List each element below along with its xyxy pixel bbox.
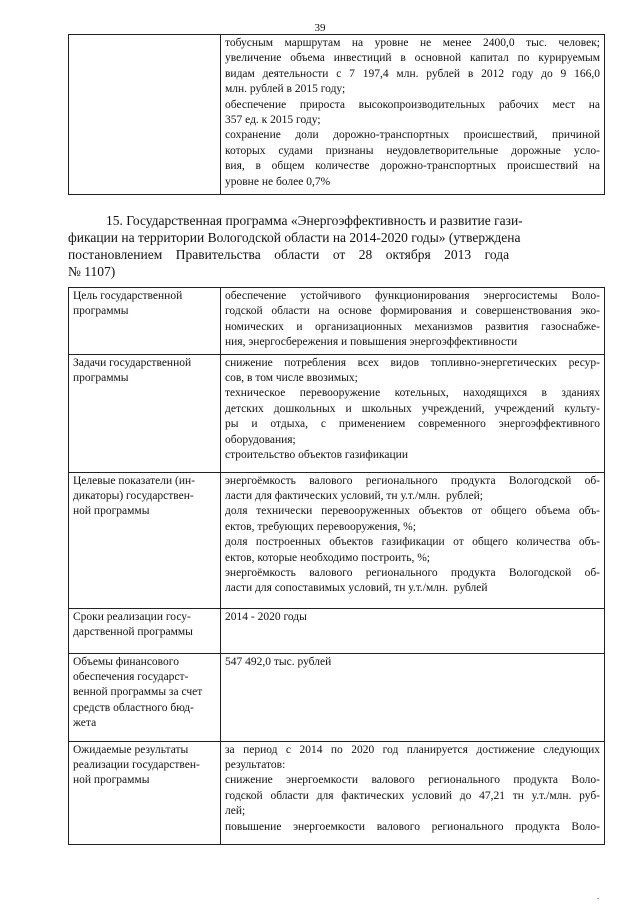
text-line: обеспечение прироста высокопроизводительных рабочих мест на — [225, 98, 600, 111]
label-line: Задачи государственной — [73, 356, 192, 369]
label-line: Целевые показатели (ин- — [73, 474, 196, 487]
text-line: детских дошкольных и школьных учреждений, учреждений культу- — [225, 402, 600, 415]
label-line: венной программы за счет — [73, 686, 203, 699]
text-line: годской области на основе формирования и совершенствования эко- — [225, 305, 600, 318]
text-line: тобусным маршрутам на уровне не менее 2400,0 тыс. человек; — [225, 37, 600, 49]
value-cell — [221, 354, 605, 472]
text-line: которых судами признаны неудовлетворительные дорожные усло- — [225, 144, 600, 157]
table-row-financing — [69, 653, 605, 741]
text-line: видам деятельности с 7 197,4 млн. рублей в 2012 году до 9 166,0 — [225, 67, 600, 80]
text-line: техническое перевооружение котельных, находящихся в зданиях — [225, 387, 600, 400]
table-row-indicators — [69, 472, 605, 608]
label-line: программы — [73, 372, 129, 385]
label-cell — [69, 653, 221, 741]
table-row-tasks — [69, 354, 605, 472]
text-line: доля технически перевооруженных объектов от общего объема объ- — [225, 505, 600, 518]
text-line: млн. рублей в 2015 году; — [225, 83, 346, 96]
label-line: ной программы — [73, 505, 150, 518]
label-line: обеспечения государст- — [73, 671, 189, 684]
label-line: дарственной программы — [73, 626, 193, 639]
text-line: 547 492,0 тыс. рублей — [225, 655, 332, 668]
label-line: ной программы — [73, 774, 150, 787]
text-line: строительство объектов газификации — [225, 449, 408, 462]
value-cell — [221, 653, 605, 741]
heading-line: фикации на территории Вологодской области на 2014-2020 годы» (утверждена — [68, 230, 521, 245]
section-heading — [68, 212, 605, 280]
value-cell — [221, 608, 605, 653]
text-line: сохранение доли дорожно-транспортных происшествий, причиной — [225, 129, 600, 142]
program-passport-table — [68, 287, 605, 845]
label-line: реализации государствен- — [73, 759, 200, 772]
label-cell — [69, 354, 221, 472]
text-line: номических и организационных механизмов развития газоснабже- — [225, 320, 600, 333]
scan-mark: . — [597, 891, 600, 901]
empty-label-cell — [69, 35, 221, 195]
text-line: оборудования; — [225, 433, 296, 446]
text-line: снижение потребления всех видов топливно-энергетических ресур- — [225, 356, 600, 369]
text-line: снижение энергоемкости валового регионального продукта Воло- — [225, 774, 600, 787]
continued-table — [68, 34, 605, 195]
text-line: ектов, требующих перевооружения, %; — [225, 520, 416, 533]
heading-line: № 1107) — [68, 264, 116, 279]
text-line: ры и отдыха, с применением современного энергоэффективного — [225, 418, 600, 431]
table-row-timeline — [69, 608, 605, 653]
table-row-goal — [69, 288, 605, 355]
value-cell — [221, 288, 605, 355]
text-line: энергоёмкость валового регионального продукта Вологодской об- — [225, 567, 600, 580]
label-line: программы — [73, 305, 129, 318]
label-cell — [69, 472, 221, 608]
heading-line: 15. Государственная программа «Энергоэффективность и развитие гази- — [106, 213, 523, 228]
value-cell — [221, 741, 605, 844]
heading-line: постановлением Правительства области от 28 октября 2013 года — [68, 247, 510, 262]
value-cell — [221, 35, 605, 195]
page-number: 39 — [314, 22, 326, 34]
label-line: Сроки реализации госу- — [73, 610, 191, 623]
text-line: сов, в том числе ввозимых; — [225, 372, 358, 385]
label-line: Объемы финансового — [73, 655, 179, 668]
text-line: ласти для фактических условий, тн у.т./млн. рублей; — [225, 490, 483, 503]
label-line: дикаторы) государствен- — [73, 490, 194, 503]
label-cell — [69, 288, 221, 355]
label-cell — [69, 741, 221, 844]
text-line: повышение энергоемкости валового регионального продукта Воло- — [225, 820, 600, 833]
label-line: Ожидаемые результаты — [73, 743, 189, 756]
text-line: вия, в общем количестве дорожно-транспортных происшествий на — [225, 160, 600, 173]
text-line: увеличение объема инвестиций в основной капитал по курируемым — [225, 52, 600, 65]
text-line: уровне не более 0,7% — [225, 175, 331, 188]
label-line: Цель государственной — [73, 290, 183, 302]
label-line: жета — [73, 717, 97, 730]
text-line: 2014 - 2020 годы — [225, 610, 307, 623]
label-cell — [69, 608, 221, 653]
text-line: за период с 2014 по 2020 год планируется достижение следующих — [225, 743, 600, 756]
text-line: результатов: — [225, 759, 286, 772]
table-row-results — [69, 741, 605, 844]
text-line: ласти для сопоставимых условий, тн у.т./млн. рублей — [225, 582, 488, 595]
text-line: лей; — [225, 805, 246, 818]
value-cell — [221, 472, 605, 608]
text-line: ектов, которые необходимо построить, %; — [225, 551, 430, 564]
text-line: энергоёмкость валового регионального продукта Вологодской об- — [225, 474, 600, 487]
text-line: годской области для фактических условий до 47,21 тн у.т./млн. руб- — [225, 789, 600, 802]
text-line: доля построенных объектов газификации от общего количества объ- — [225, 536, 600, 549]
table-row — [69, 35, 605, 195]
text-line: обеспечение устойчивого функционирования энергосистемы Воло- — [225, 290, 600, 302]
text-line: 357 ед. к 2015 году; — [225, 114, 321, 127]
label-line: средств областного бюд- — [73, 701, 194, 714]
text-line: ния, энергосбережения и повышения энергоэффективности — [225, 336, 518, 349]
